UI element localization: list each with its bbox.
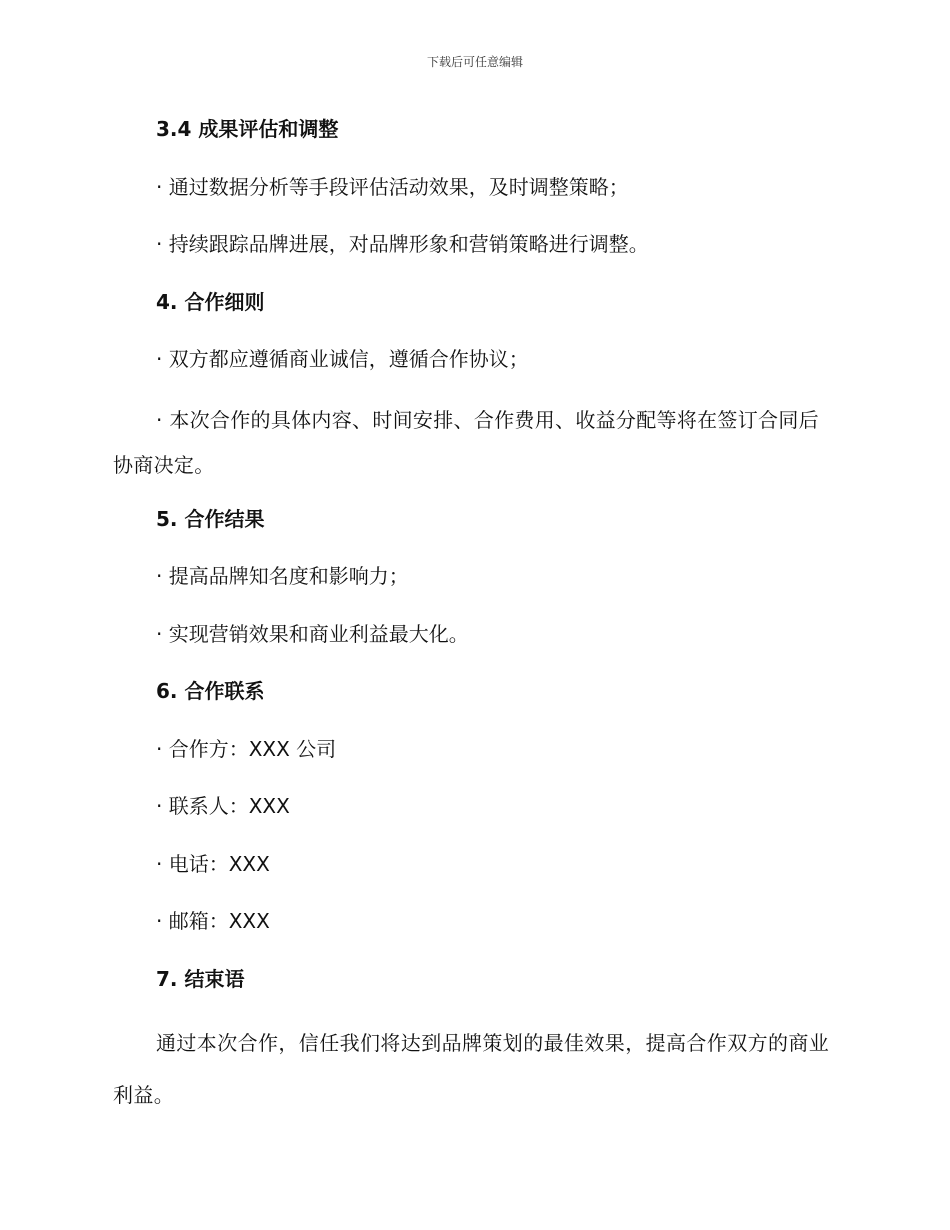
contact-email: · 邮箱：XXX	[156, 909, 270, 933]
closing-paragraph: 通过本次合作，信任我们将达到品牌策划的最佳效果，提高合作双方的商业利益。	[113, 1031, 830, 1107]
contact-company: · 合作方：XXX 公司	[156, 736, 337, 761]
bullet-item: · 持续跟踪品牌进展，对品牌形象和营销策略进行调整。	[156, 232, 649, 256]
section-heading-5: 5. 合作结果	[156, 506, 265, 531]
section-heading-6: 6. 合作联系	[156, 679, 265, 703]
contact-person: · 联系人：XXX	[156, 794, 290, 818]
page-header: 下载后可任意编辑	[426, 55, 523, 69]
section-heading-4: 4. 合作细则	[156, 289, 265, 314]
section-heading-3-4: 3.4 成果评估和调整	[156, 117, 339, 141]
document-body	[113, 110, 833, 1121]
section-heading-7: 7. 结束语	[156, 966, 245, 991]
contact-phone: · 电话：XXX	[156, 851, 270, 876]
bullet-item: · 双方都应遵循商业诚信，遵循合作协议；	[156, 347, 529, 371]
bullet-item: · 实现营销效果和商业利益最大化。	[156, 621, 469, 646]
bullet-item-wrapped: · 本次合作的具体内容、时间安排、合作费用、收益分配等将在签订合同后协商决定。	[113, 407, 819, 477]
bullet-item: · 通过数据分析等手段评估活动效果，及时调整策略；	[156, 174, 629, 199]
bullet-item: · 提高品牌知名度和影响力；	[156, 564, 409, 588]
